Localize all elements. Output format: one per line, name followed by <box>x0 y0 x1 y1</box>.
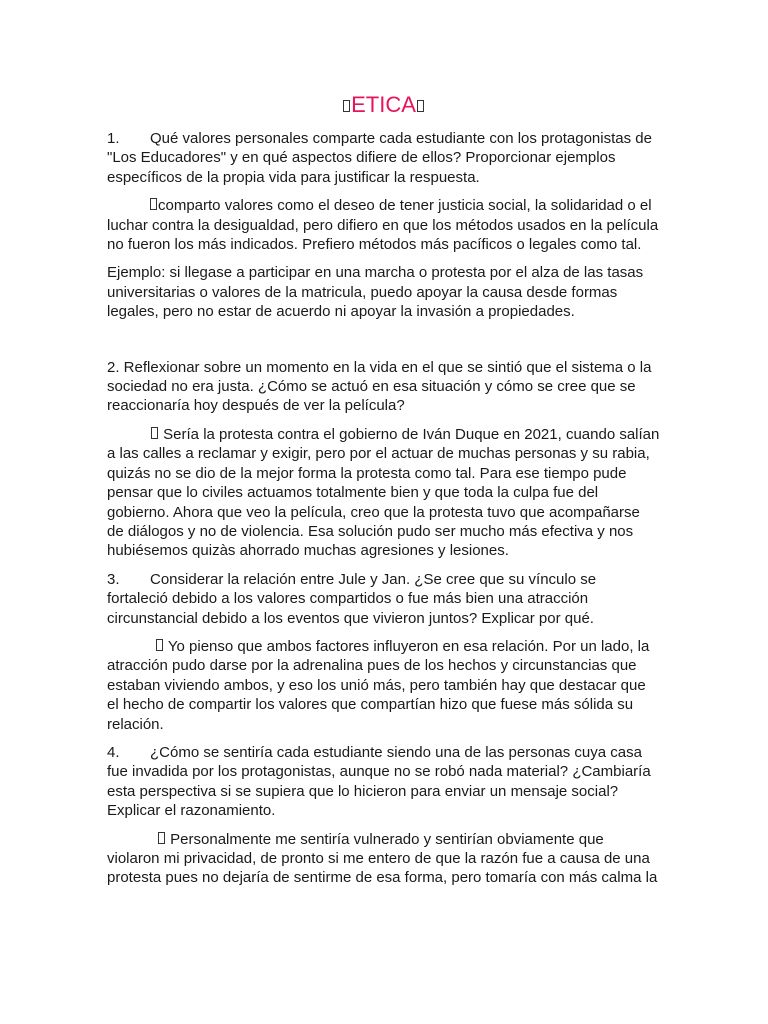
answer-4 <box>107 830 660 888</box>
bullet-glyph-icon <box>150 198 157 210</box>
answer-text: Personalmente me sentiría vulnerado y sentirían obviamente que violaron mi privacidad, de pronto si me entero de que la razón fue a causa de una protesta pues no dejaría de sentirme de esa forma, pero tomaría con más calma la <box>107 830 658 887</box>
answer-3 <box>107 637 660 734</box>
question-number: 4. <box>107 743 120 761</box>
answer-1 <box>107 196 660 254</box>
question-text: Considerar la relación entre Jule y Jan. ¿Se cree que su vínculo se fortaleció debido a los valores compartidos o fue más bien una atracción circunstancial debido a los eventos que vivieron juntos? Explicar por qué. <box>107 570 597 627</box>
answer-text: comparto valores como el deseo de tener justicia social, la solidaridad o el luchar contra la desigualdad, pero difiero en que los métodos usados en la película no fueron los más indicados. Prefiero métodos más pacíficos o legales como tal. <box>107 197 659 254</box>
question-4 <box>107 743 660 821</box>
question-1 <box>107 129 660 187</box>
question-number: 1. <box>107 130 120 147</box>
document-title: ETICA <box>351 92 416 117</box>
answer-text: Sería la protesta contra el gobierno de Iván Duque en 2021, cuando salían a las calles a reclamar y exigir, pero por el actuar de muchas personas y su rabia, quizás no se dio de la mejor forma la protesta como tal. Para ese tiempo pude pensar que lo civiles actuamos totalmente bien y que toda la culpa fue del gobierno. Ahora que veo la película, creo que la protesta tuvo que acompañarse de diálogos y no de violencia. Esa solución pudo ser mucho más efectiva y nos hubiésemos quizàs ahorrado muchas agresiones y lesiones. <box>107 425 660 560</box>
missing-glyph-icon <box>417 100 424 112</box>
question-3 <box>107 570 660 628</box>
question-2: 2. Reflexionar sobre un momento en la vida en el que se sintió que el sistema o la sociedad no era justa. ¿Cómo se actuó en esa situación y cómo se cree que se reaccionaría hoy después de ver la película? <box>107 358 652 415</box>
bullet-glyph-icon <box>151 427 158 439</box>
answer-2 <box>107 425 660 561</box>
blank-line <box>107 331 660 358</box>
question-number: 3. <box>107 570 120 588</box>
question-text: ¿Cómo se sentiría cada estudiante siendo una de las personas cuya casa fue invadida por los protagonistas, aunque no se robó nada material? ¿Cambiaría esta perspectiva si se supiera que lo hicieron para enviar un mensaje social? Explicar el razonamiento. <box>107 743 651 820</box>
example-1: Ejemplo: si llegase a participar en una marcha o protesta por el alza de las tasas universitarias o valores de la matricula, puedo apoyar la causa desde formas legales, pero no estar de acuerdo ni apoyar la invasión a propiedades. <box>107 264 644 321</box>
bullet-glyph-icon <box>158 832 165 844</box>
missing-glyph-icon <box>343 100 350 112</box>
title-row <box>107 90 660 123</box>
question-text: Qué valores personales comparte cada estudiante con los protagonistas de "Los Educadores" y en qué aspectos difiere de ellos? Proporcionar ejemplos específicos de la propia vida para justificar la respuesta. <box>107 130 652 186</box>
bullet-glyph-icon <box>156 639 163 651</box>
answer-text: Yo pienso que ambos factores influyeron en esa relación. Por un lado, la atracción pudo darse por la adrenalina pues de los hechos y circunstancias que estaban viviendo ambos, y eso los unió más, pero también hay que destacar que el hecho de compartir los valores que compartían hizo que fuese más sólida su relación. <box>107 637 650 733</box>
